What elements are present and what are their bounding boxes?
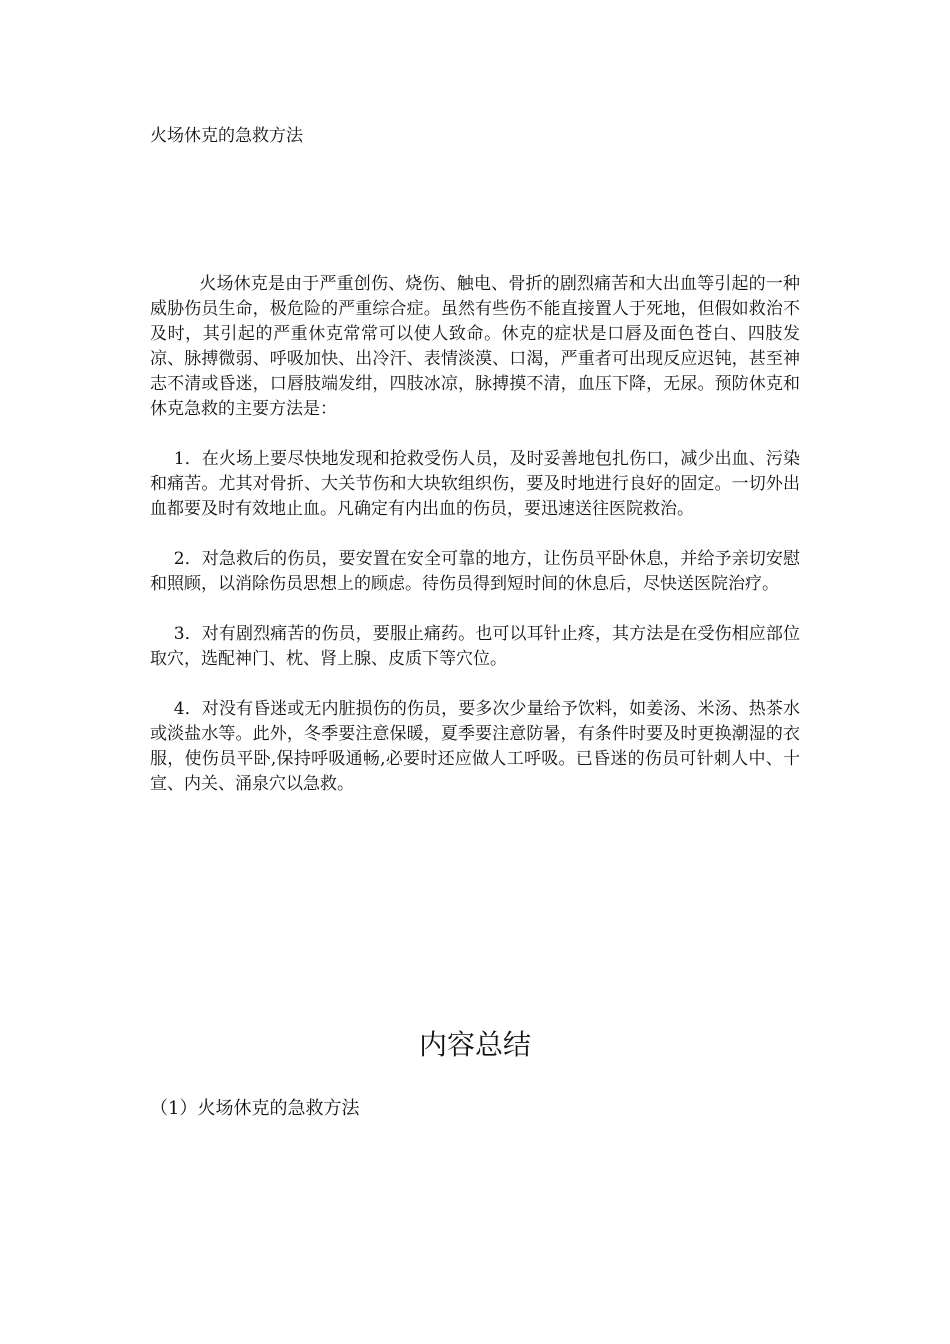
document-title: 火场休克的急救方法 bbox=[150, 126, 303, 146]
intro-paragraph: 火场休克是由于严重创伤、烧伤、触电、骨折的剧烈痛苦和大出血等引起的一种威胁伤员生命，极危险的严重综合症。虽然有些伤不能直接置人于死地，但假如救治不及时，其引起的严重休克常常可以使人致命。休克的症状是口唇及面色苍白、四肢发凉、脉搏微弱、呼吸加快、出冷汗、表情淡漠、口渴，严重者可出现反应迟钝，甚至神志不清或昏迷，口唇肢端发绀，四肢冰凉，脉搏摸不清，血压下降，无尿。预防休克和休克急救的主要方法是： bbox=[150, 274, 800, 419]
document-body bbox=[150, 272, 800, 797]
list-item-1: 1．在火场上要尽快地发现和抢救受伤人员，及时妥善地包扎伤口，减少出血、污染和痛苦。尤其对骨折、大关节伤和大块软组织伤，要及时地进行良好的固定。一切外出血都要及时有效地止血。凡确定有内出血的伤员，要迅速送往医院救治。 bbox=[150, 449, 800, 519]
summary-item: （1）火场休克的急救方法 bbox=[150, 1098, 360, 1119]
list-item-4: 4．对没有昏迷或无内脏损伤的伤员，要多次少量给予饮料，如姜汤、米汤、热茶水或淡盐水等。此外，冬季要注意保暖，夏季要注意防暑，有条件时要及时更换潮湿的衣服，使伤员平卧,保持呼吸通畅,必要时还应做人工呼吸。已昏迷的伤员可针刺人中、十宣、内关、涌泉穴以急救。 bbox=[150, 699, 800, 794]
list-item-2: 2．对急救后的伤员，要安置在安全可靠的地方，让伤员平卧休息，并给予亲切安慰和照顾，以消除伤员思想上的顾虑。待伤员得到短时间的休息后，尽快送医院治疗。 bbox=[150, 549, 800, 594]
list-item-3: 3．对有剧烈痛苦的伤员，要服止痛药。也可以耳针止疼，其方法是在受伤相应部位取穴，选配神门、枕、肾上腺、皮质下等穴位。 bbox=[150, 624, 800, 669]
summary-heading: 内容总结 bbox=[418, 1028, 531, 1061]
